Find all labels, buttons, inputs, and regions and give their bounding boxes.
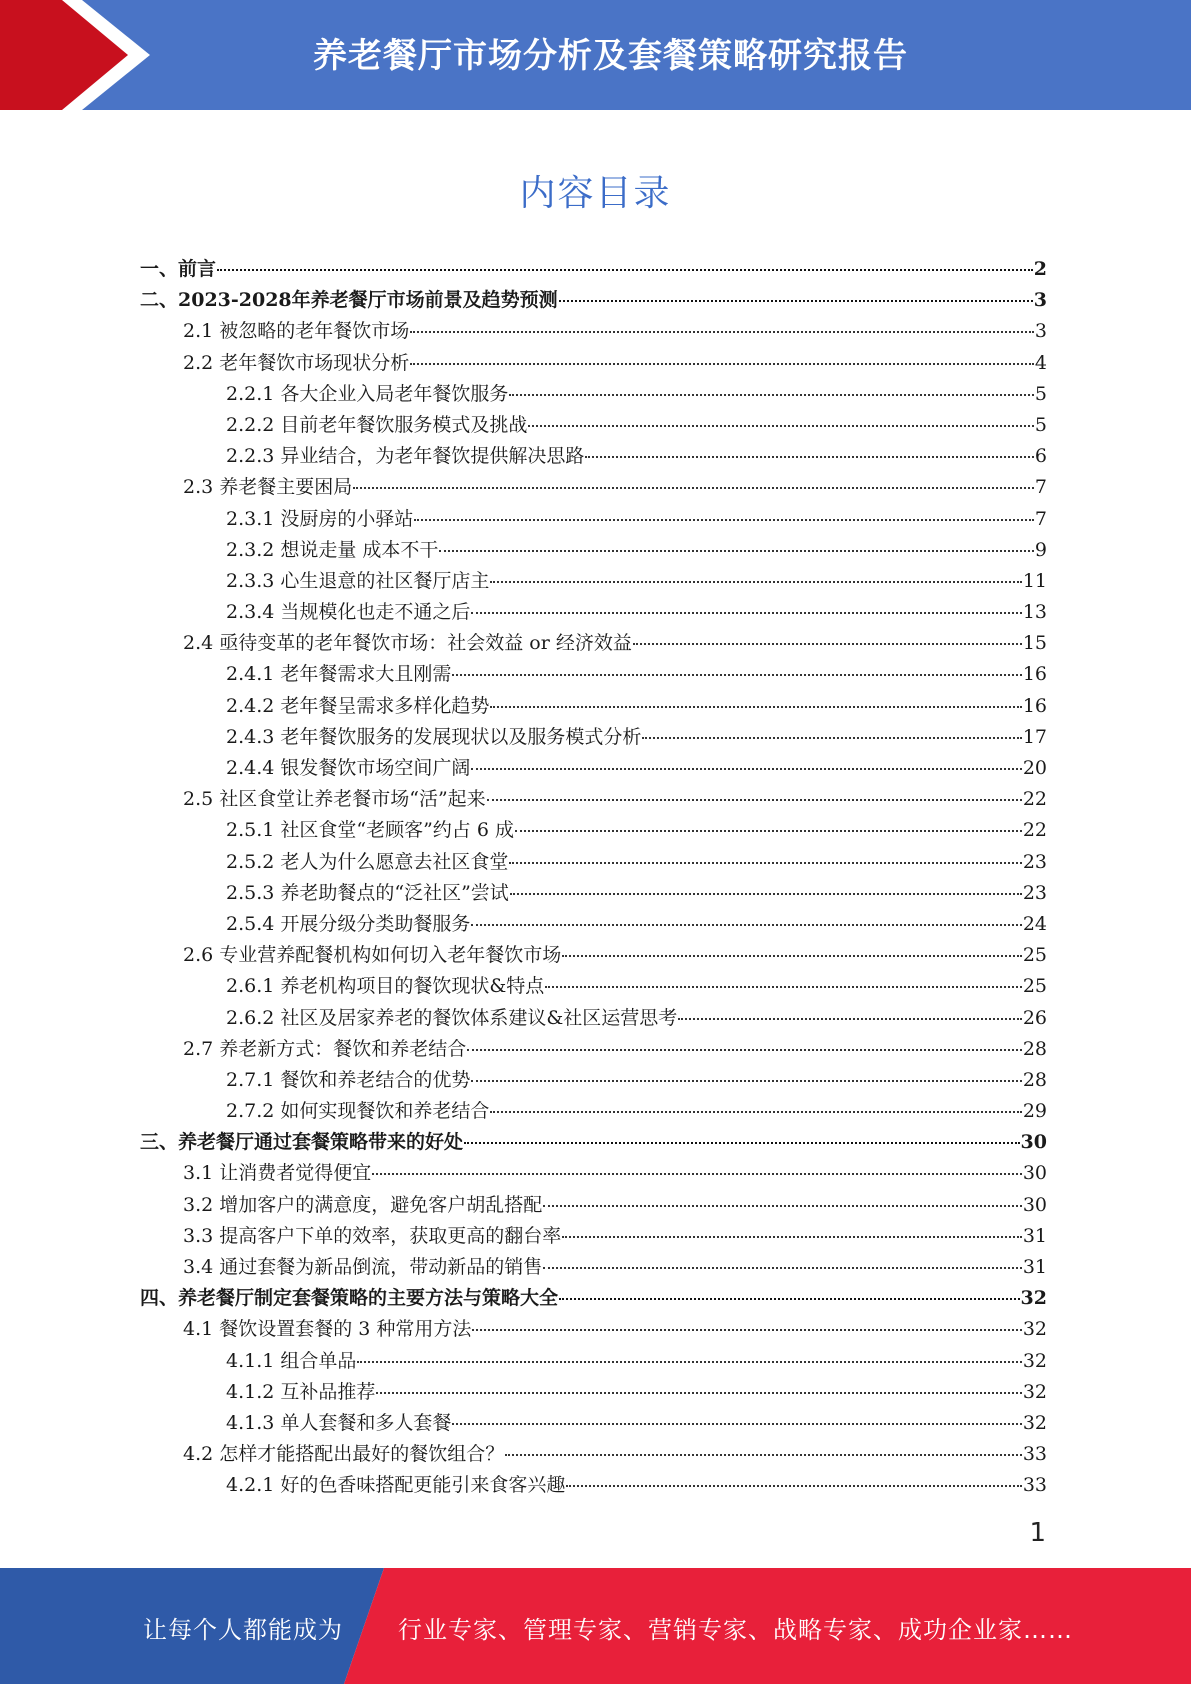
toc-entry[interactable] bbox=[140, 753, 1047, 784]
toc-entry-page: 3 bbox=[1034, 320, 1047, 343]
toc-entry[interactable] bbox=[140, 1158, 1047, 1189]
toc-entry[interactable] bbox=[140, 379, 1047, 410]
toc-entry[interactable] bbox=[140, 285, 1047, 316]
toc-entry[interactable] bbox=[140, 410, 1047, 441]
dot-leader bbox=[467, 1049, 1022, 1051]
toc-entry-page: 32 bbox=[1020, 1287, 1047, 1310]
toc-entry-page: 32 bbox=[1022, 1349, 1047, 1372]
toc-entry[interactable] bbox=[140, 1065, 1047, 1096]
toc-entry-page: 23 bbox=[1022, 850, 1047, 873]
toc-entry[interactable] bbox=[140, 504, 1047, 535]
toc-entry-title: 4.2 怎样才能搭配出最好的餐饮组合？ bbox=[183, 1443, 505, 1466]
toc-entry-title: 2.4.4 银发餐饮市场空间广阔 bbox=[226, 757, 471, 779]
dot-leader bbox=[464, 1142, 1020, 1144]
toc-entry[interactable] bbox=[140, 1221, 1047, 1252]
toc-entry[interactable] bbox=[140, 254, 1047, 285]
dot-leader bbox=[528, 425, 1034, 427]
toc-entry-page: 28 bbox=[1022, 1068, 1047, 1091]
toc-entry[interactable] bbox=[140, 815, 1047, 846]
toc-entry-title: 2.4.3 老年餐饮服务的发展现状以及服务模式分析 bbox=[226, 725, 642, 748]
dot-leader bbox=[376, 1392, 1021, 1394]
toc-entry[interactable] bbox=[140, 1377, 1047, 1408]
footer-band bbox=[0, 1568, 1191, 1684]
toc-entry-page: 9 bbox=[1034, 538, 1047, 561]
toc-entry[interactable] bbox=[140, 597, 1047, 628]
dot-leader bbox=[217, 269, 1033, 271]
dot-leader bbox=[562, 955, 1022, 957]
toc-entry-page: 28 bbox=[1022, 1037, 1047, 1060]
toc-entry-page: 15 bbox=[1022, 632, 1047, 655]
toc-entry-page: 25 bbox=[1022, 975, 1047, 998]
toc-entry-title: 四、养老餐厅制定套餐策略的主要方法与策略大全 bbox=[140, 1287, 559, 1310]
toc-entry-page: 22 bbox=[1022, 788, 1047, 811]
dot-leader bbox=[543, 1267, 1022, 1269]
dot-leader bbox=[566, 1485, 1021, 1487]
toc-entry-page: 11 bbox=[1022, 569, 1047, 592]
toc-entry-title: 3.1 让消费者觉得便宜 bbox=[183, 1162, 372, 1185]
toc-entry-title: 4.2.1 好的色香味搭配更能引来食客兴趣 bbox=[226, 1474, 566, 1497]
toc-entry[interactable] bbox=[140, 1190, 1047, 1221]
toc-entry-title: 3.4 通过套餐为新品倒流，带动新品的销售 bbox=[183, 1256, 543, 1278]
toc-entry-title: 一、前言 bbox=[140, 258, 217, 280]
dot-leader bbox=[357, 1361, 1021, 1363]
toc-entry[interactable] bbox=[140, 909, 1047, 940]
toc-entry-page: 4 bbox=[1034, 351, 1047, 374]
dot-leader bbox=[487, 799, 1022, 801]
toc-entry-title: 3.2 增加客户的满意度，避免客户胡乱搭配 bbox=[183, 1193, 543, 1216]
toc-entry[interactable] bbox=[140, 316, 1047, 347]
footer-slogan-right: 行业专家、管理专家、营销专家、战略专家、成功企业家…… bbox=[398, 1616, 1073, 1644]
toc-entry-page: 7 bbox=[1034, 476, 1047, 499]
toc-entry-page: 3 bbox=[1033, 289, 1047, 312]
toc-entry-page: 13 bbox=[1022, 601, 1047, 624]
dot-leader bbox=[452, 1423, 1021, 1425]
toc-entry-title: 2.4.1 老年餐需求大且刚需 bbox=[226, 663, 452, 686]
toc-entry-page: 33 bbox=[1022, 1443, 1047, 1466]
dot-leader bbox=[452, 674, 1021, 676]
report-title: 养老餐厅市场分析及套餐策略研究报告 bbox=[313, 36, 908, 76]
toc-entry[interactable] bbox=[140, 722, 1047, 753]
dot-leader bbox=[372, 1173, 1022, 1175]
toc-entry-title: 三、养老餐厅通过套餐策略带来的好处 bbox=[140, 1131, 464, 1154]
toc-entry[interactable] bbox=[140, 1034, 1047, 1065]
toc-entry-title: 2.5.4 开展分级分类助餐服务 bbox=[226, 912, 471, 935]
toc-entry-title: 4.1.2 互补品推荐 bbox=[226, 1380, 376, 1403]
toc-entry[interactable] bbox=[140, 784, 1047, 815]
toc-entry-title: 4.1.3 单人套餐和多人套餐 bbox=[226, 1411, 452, 1434]
toc-entry-title: 2.2.2 目前老年餐饮服务模式及挑战 bbox=[226, 413, 528, 436]
toc-entry-page: 32 bbox=[1022, 1411, 1047, 1434]
toc-entry[interactable] bbox=[140, 1283, 1047, 1314]
dot-leader bbox=[410, 331, 1034, 333]
toc-entry-page: 25 bbox=[1022, 944, 1047, 967]
toc-entry[interactable] bbox=[140, 1127, 1047, 1158]
dot-leader bbox=[543, 1205, 1022, 1207]
toc-entry[interactable] bbox=[140, 659, 1047, 690]
toc-entry[interactable] bbox=[140, 1003, 1047, 1034]
toc-entry-title: 2.5 社区食堂让养老餐市场“活”起来 bbox=[183, 788, 486, 811]
toc-entry-title: 2.7.1 餐饮和养老结合的优势 bbox=[226, 1068, 471, 1091]
toc-entry-page: 20 bbox=[1022, 757, 1047, 779]
toc-entry[interactable] bbox=[140, 1439, 1047, 1470]
toc-entry-title: 2.5.1 社区食堂“老顾客”约占 6 成 bbox=[226, 819, 514, 842]
dot-leader bbox=[414, 519, 1034, 521]
toc-entry-title: 2.2.1 各大企业入局老年餐饮服务 bbox=[226, 382, 509, 405]
toc-entry-title: 2.3.4 当规模化也走不通之后 bbox=[226, 601, 471, 624]
toc-entry-page: 29 bbox=[1022, 1100, 1047, 1123]
toc-entry-title: 2.5.2 老人为什么愿意去社区食堂 bbox=[226, 850, 509, 873]
toc-entry[interactable] bbox=[140, 691, 1047, 722]
toc-entry-title: 4.1.1 组合单品 bbox=[226, 1349, 357, 1372]
toc-entry-page: 5 bbox=[1034, 413, 1047, 436]
toc-entry-page: 31 bbox=[1022, 1256, 1047, 1278]
dot-leader bbox=[490, 706, 1021, 708]
toc-entry-page: 24 bbox=[1022, 912, 1047, 935]
dot-leader bbox=[510, 893, 1022, 895]
dot-leader bbox=[678, 1018, 1022, 1020]
toc-entry-title: 2.3.3 心生退意的社区餐厅店主 bbox=[226, 569, 490, 592]
toc-entry[interactable] bbox=[140, 847, 1047, 878]
toc-entry[interactable] bbox=[140, 441, 1047, 472]
toc-entry-title: 2.2.3 异业结合，为老年餐饮提供解决思路 bbox=[226, 445, 585, 468]
dot-leader bbox=[509, 394, 1034, 396]
toc-entry[interactable] bbox=[140, 566, 1047, 597]
toc-entry-page: 30 bbox=[1022, 1162, 1047, 1185]
toc-entry-page: 22 bbox=[1022, 819, 1047, 842]
dot-leader bbox=[642, 737, 1021, 739]
dot-leader bbox=[559, 1298, 1020, 1300]
toc-heading: 内容目录 bbox=[519, 173, 672, 214]
dot-leader bbox=[585, 456, 1034, 458]
toc-entry-page: 7 bbox=[1034, 507, 1047, 530]
dot-leader bbox=[490, 1111, 1021, 1113]
toc-entry-title: 2.4.2 老年餐呈需求多样化趋势 bbox=[226, 694, 490, 717]
toc-entry-page: 5 bbox=[1034, 382, 1047, 405]
header-band bbox=[0, 0, 1191, 110]
toc-entry-page: 6 bbox=[1034, 445, 1047, 468]
dot-leader bbox=[515, 830, 1022, 832]
toc-entry-title: 2.3 养老餐主要困局 bbox=[183, 476, 353, 499]
toc-entry-page: 16 bbox=[1022, 694, 1047, 717]
toc-entry[interactable] bbox=[140, 1408, 1047, 1439]
toc-entry-title: 2.6 专业营养配餐机构如何切入老年餐饮市场 bbox=[183, 944, 562, 967]
page-number: 1 bbox=[1029, 1518, 1046, 1548]
toc-entry-page: 30 bbox=[1020, 1131, 1047, 1154]
toc-entry-page: 16 bbox=[1022, 663, 1047, 686]
dot-leader bbox=[545, 986, 1022, 988]
dot-leader bbox=[471, 768, 1021, 770]
dot-leader bbox=[633, 643, 1022, 645]
dot-leader bbox=[410, 363, 1034, 365]
toc-entry-title: 2.1 被忽略的老年餐饮市场 bbox=[183, 320, 410, 343]
dot-leader bbox=[559, 300, 1033, 302]
dot-leader bbox=[353, 487, 1034, 489]
toc-entry-page: 23 bbox=[1022, 881, 1047, 904]
toc-entry-title: 2.7.2 如何实现餐饮和养老结合 bbox=[226, 1100, 490, 1123]
toc-entry-title: 2.3.1 没厨房的小驿站 bbox=[226, 507, 414, 530]
toc-entry[interactable] bbox=[140, 878, 1047, 909]
toc-entry[interactable] bbox=[140, 628, 1047, 659]
dot-leader bbox=[471, 1080, 1021, 1082]
toc-entry-page: 32 bbox=[1022, 1318, 1047, 1341]
dot-leader bbox=[471, 612, 1021, 614]
dot-leader bbox=[509, 862, 1021, 864]
toc-entry[interactable] bbox=[140, 348, 1047, 379]
toc-entry-page: 17 bbox=[1022, 725, 1047, 748]
dot-leader bbox=[471, 924, 1021, 926]
toc-entry[interactable] bbox=[140, 971, 1047, 1002]
toc-entry[interactable] bbox=[140, 535, 1047, 566]
toc-entry[interactable] bbox=[140, 1252, 1047, 1283]
toc-entry[interactable] bbox=[140, 472, 1047, 503]
table-of-contents bbox=[140, 254, 1047, 1502]
toc-entry-title: 二、2023-2028年养老餐厅市场前景及趋势预测 bbox=[140, 289, 558, 312]
toc-entry[interactable] bbox=[140, 1470, 1047, 1501]
toc-entry[interactable] bbox=[140, 1314, 1047, 1345]
dot-leader bbox=[505, 1454, 1022, 1456]
toc-entry-page: 33 bbox=[1022, 1474, 1047, 1497]
toc-entry-page: 31 bbox=[1022, 1224, 1047, 1247]
toc-entry-title: 2.6.2 社区及居家养老的餐饮体系建议&社区运营思考 bbox=[226, 1006, 678, 1029]
toc-entry-page: 32 bbox=[1022, 1380, 1047, 1403]
toc-entry-title: 4.1 餐饮设置套餐的 3 种常用方法 bbox=[183, 1318, 472, 1341]
dot-leader bbox=[562, 1236, 1022, 1238]
toc-entry-page: 26 bbox=[1022, 1006, 1047, 1029]
toc-entry-title: 2.2 老年餐饮市场现状分析 bbox=[183, 351, 410, 374]
dot-leader bbox=[472, 1329, 1021, 1331]
toc-entry-title: 2.6.1 养老机构项目的餐饮现状&特点 bbox=[226, 975, 545, 998]
footer-slogan-left: 让每个人都能成为 bbox=[143, 1616, 343, 1644]
toc-entry[interactable] bbox=[140, 1346, 1047, 1377]
toc-entry[interactable] bbox=[140, 1096, 1047, 1127]
toc-entry-page: 2 bbox=[1033, 258, 1047, 280]
dot-leader bbox=[439, 550, 1033, 552]
dot-leader bbox=[490, 581, 1021, 583]
toc-entry-page: 30 bbox=[1022, 1193, 1047, 1216]
toc-entry-title: 2.7 养老新方式：餐饮和养老结合 bbox=[183, 1037, 467, 1060]
toc-entry-title: 2.3.2 想说走量 成本不干 bbox=[226, 538, 439, 561]
toc-entry-title: 3.3 提高客户下单的效率，获取更高的翻台率 bbox=[183, 1224, 562, 1247]
toc-entry-title: 2.4 亟待变革的老年餐饮市场：社会效益 or 经济效益 bbox=[183, 632, 632, 655]
toc-entry[interactable] bbox=[140, 940, 1047, 971]
toc-entry-title: 2.5.3 养老助餐点的“泛社区”尝试 bbox=[226, 881, 509, 904]
